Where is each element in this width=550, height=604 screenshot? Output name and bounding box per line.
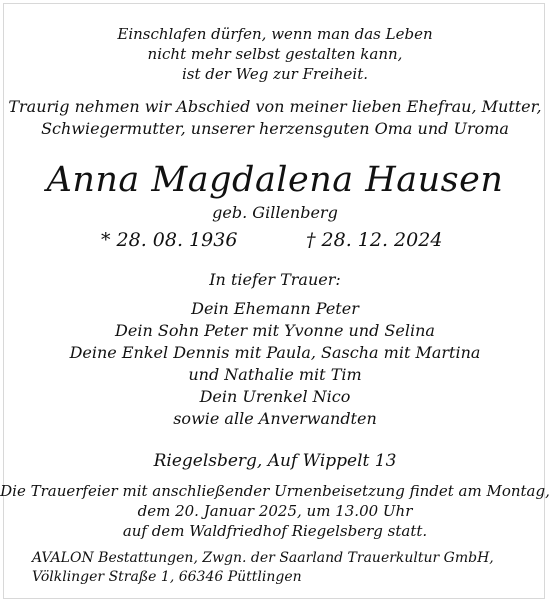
death-date: † 28. 12. 2024 [306, 229, 443, 251]
birth-date: * 28. 08. 1936 [101, 229, 238, 251]
intro-line: Schwiegermutter, unserer herzensguten Oma und Uroma [41, 119, 509, 138]
maiden-name: geb. Gillenberg [212, 203, 338, 222]
mourner-line: sowie alle Anverwandten [173, 409, 377, 428]
motto-line: nicht mehr selbst gestalten kann, [147, 45, 403, 63]
motto-quote [0, 24, 550, 84]
ceremony-line: Die Trauerfeier mit anschließender Urnenbeisetzung findet am Montag, [0, 482, 550, 500]
mourning-title: In tiefer Trauer: [209, 270, 341, 289]
ceremony-line: auf dem Waldfriedhof Riegelsberg statt. [122, 522, 428, 540]
deceased-name: Anna Magdalena Hausen [46, 160, 504, 200]
mourner-line: Deine Enkel Dennis mit Paula, Sascha mit Martina [69, 343, 481, 362]
undertaker-line: Völklinger Straße 1, 66346 Püttlingen [32, 569, 302, 585]
mourner-line: Dein Sohn Peter mit Yvonne und Selina [115, 321, 435, 340]
undertaker-line: AVALON Bestattungen, Zwgn. der Saarland Trauerkultur GmbH, [32, 550, 494, 566]
motto-line: ist der Weg zur Freiheit. [181, 65, 369, 83]
mourner-line: Dein Urenkel Nico [199, 387, 351, 406]
family-address: Riegelsberg, Auf Wippelt 13 [153, 451, 397, 471]
intro-line: Traurig nehmen wir Abschied von meiner lieben Ehefrau, Mutter, [8, 97, 542, 116]
mourners-list [0, 298, 550, 430]
ceremony-info [0, 481, 550, 541]
mourner-line: und Nathalie mit Tim [188, 365, 362, 384]
motto-line: Einschlafen dürfen, wenn man das Leben [117, 25, 433, 43]
ceremony-line: dem 20. Januar 2025, um 13.00 Uhr [137, 502, 413, 520]
farewell-intro [0, 96, 550, 140]
undertaker-info [32, 549, 494, 587]
mourner-line: Dein Ehemann Peter [191, 299, 359, 318]
